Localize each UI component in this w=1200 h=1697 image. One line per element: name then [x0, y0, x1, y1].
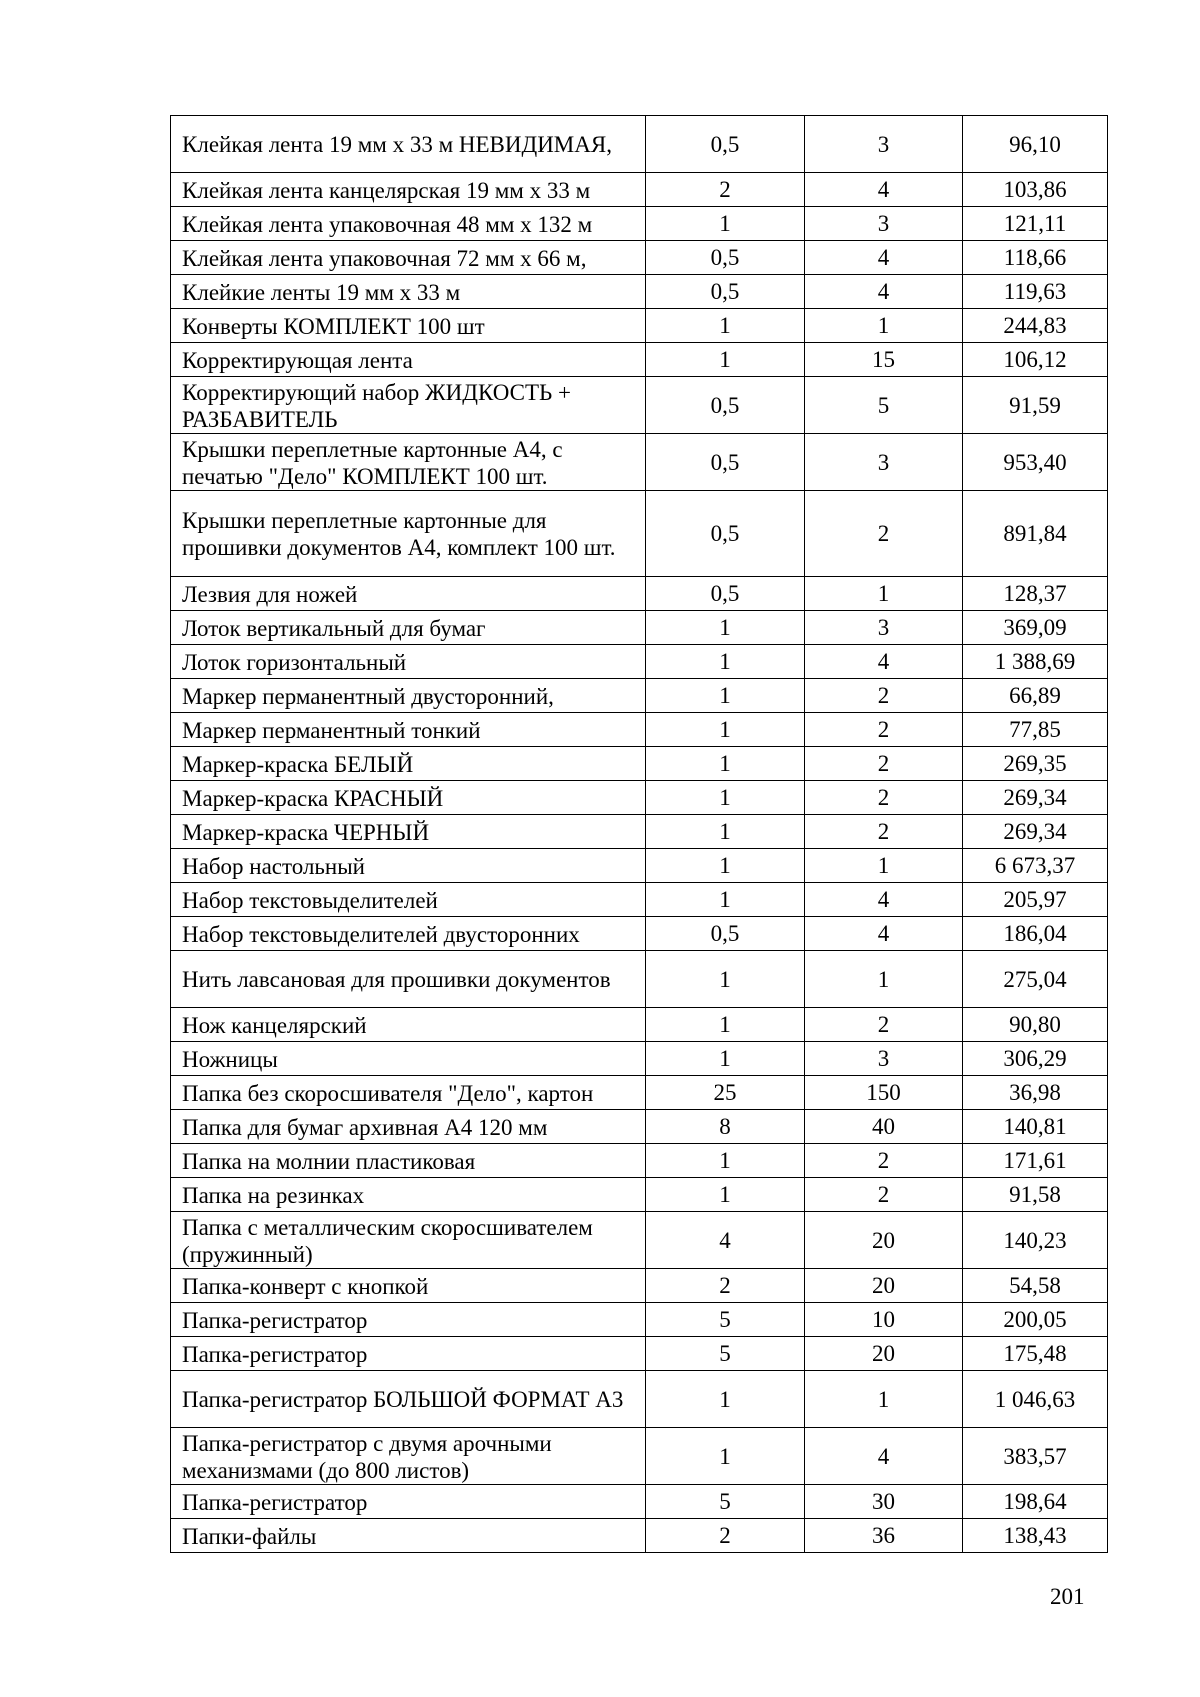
- supplies-table-body: [171, 116, 1108, 1553]
- price-cell: 91,58: [963, 1178, 1108, 1212]
- item-name-cell: Клейкая лента 19 мм х 33 м НЕВИДИМАЯ,: [171, 116, 646, 173]
- quantity-cell: 2: [646, 1269, 805, 1303]
- price-cell: 6 673,37: [963, 849, 1108, 883]
- item-name-cell: Папка-регистратор: [171, 1485, 646, 1519]
- table-row: [171, 1303, 1108, 1337]
- quantity-cell: 1: [646, 1008, 805, 1042]
- price-cell: 103,86: [963, 173, 1108, 207]
- amount-cell: 3: [805, 1042, 963, 1076]
- amount-cell: 1: [805, 309, 963, 343]
- price-cell: 205,97: [963, 883, 1108, 917]
- quantity-cell: 1: [646, 645, 805, 679]
- amount-cell: 20: [805, 1337, 963, 1371]
- item-name-cell: Крышки переплетные картонные А4, с печатью "Дело" КОМПЛЕКТ 100 шт.: [171, 434, 646, 491]
- item-name-cell: Клейкая лента упаковочная 72 мм х 66 м,: [171, 241, 646, 275]
- amount-cell: 2: [805, 679, 963, 713]
- amount-cell: 2: [805, 1008, 963, 1042]
- price-cell: 891,84: [963, 491, 1108, 577]
- item-name-cell: Лоток вертикальный для бумаг: [171, 611, 646, 645]
- table-row: [171, 1144, 1108, 1178]
- table-row: [171, 951, 1108, 1008]
- item-name-cell: Папка на молнии пластиковая: [171, 1144, 646, 1178]
- quantity-cell: 1: [646, 747, 805, 781]
- table-row: [171, 1519, 1108, 1553]
- quantity-cell: 0,5: [646, 377, 805, 434]
- amount-cell: 2: [805, 781, 963, 815]
- quantity-cell: 8: [646, 1110, 805, 1144]
- quantity-cell: 1: [646, 1371, 805, 1428]
- item-name-cell: Нож канцелярский: [171, 1008, 646, 1042]
- table-row: [171, 679, 1108, 713]
- amount-cell: 2: [805, 815, 963, 849]
- price-cell: 1 388,69: [963, 645, 1108, 679]
- item-name-cell: Папка-регистратор с двумя арочными механизмами (до 800 листов): [171, 1428, 646, 1485]
- quantity-cell: 1: [646, 679, 805, 713]
- item-name-cell: Маркер-краска БЕЛЫЙ: [171, 747, 646, 781]
- price-cell: 306,29: [963, 1042, 1108, 1076]
- table-row: [171, 1076, 1108, 1110]
- table-row: [171, 173, 1108, 207]
- price-cell: 200,05: [963, 1303, 1108, 1337]
- table-row: [171, 645, 1108, 679]
- quantity-cell: 5: [646, 1337, 805, 1371]
- item-name-cell: Папки-файлы: [171, 1519, 646, 1553]
- item-name-cell: Папка без скоросшивателя "Дело", картон: [171, 1076, 646, 1110]
- price-cell: 1 046,63: [963, 1371, 1108, 1428]
- table-row: [171, 241, 1108, 275]
- item-name-cell: Конверты КОМПЛЕКТ 100 шт: [171, 309, 646, 343]
- quantity-cell: 1: [646, 713, 805, 747]
- quantity-cell: 0,5: [646, 491, 805, 577]
- quantity-cell: 1: [646, 883, 805, 917]
- table-row: [171, 1269, 1108, 1303]
- table-row: [171, 1371, 1108, 1428]
- amount-cell: 4: [805, 1428, 963, 1485]
- item-name-cell: Корректирующий набор ЖИДКОСТЬ + РАЗБАВИТЕЛЬ: [171, 377, 646, 434]
- item-name-cell: Набор текстовыделителей: [171, 883, 646, 917]
- table-row: [171, 713, 1108, 747]
- table-row: [171, 207, 1108, 241]
- price-cell: 119,63: [963, 275, 1108, 309]
- price-cell: 383,57: [963, 1428, 1108, 1485]
- amount-cell: 3: [805, 434, 963, 491]
- table-row: [171, 917, 1108, 951]
- amount-cell: 150: [805, 1076, 963, 1110]
- price-cell: 198,64: [963, 1485, 1108, 1519]
- amount-cell: 1: [805, 951, 963, 1008]
- amount-cell: 3: [805, 116, 963, 173]
- price-cell: 106,12: [963, 343, 1108, 377]
- table-row: [171, 116, 1108, 173]
- amount-cell: 20: [805, 1212, 963, 1269]
- quantity-cell: 1: [646, 1042, 805, 1076]
- amount-cell: 20: [805, 1269, 963, 1303]
- amount-cell: 3: [805, 207, 963, 241]
- price-cell: 138,43: [963, 1519, 1108, 1553]
- price-cell: 77,85: [963, 713, 1108, 747]
- item-name-cell: Лоток горизонтальный: [171, 645, 646, 679]
- quantity-cell: 5: [646, 1485, 805, 1519]
- item-name-cell: Папка-регистратор: [171, 1303, 646, 1337]
- price-cell: 186,04: [963, 917, 1108, 951]
- item-name-cell: Маркер-краска КРАСНЫЙ: [171, 781, 646, 815]
- table-row: [171, 815, 1108, 849]
- quantity-cell: 0,5: [646, 577, 805, 611]
- item-name-cell: Лезвия для ножей: [171, 577, 646, 611]
- table-row: [171, 309, 1108, 343]
- quantity-cell: 0,5: [646, 241, 805, 275]
- amount-cell: 40: [805, 1110, 963, 1144]
- table-row: [171, 491, 1108, 577]
- amount-cell: 3: [805, 611, 963, 645]
- quantity-cell: 0,5: [646, 116, 805, 173]
- item-name-cell: Клейкая лента упаковочная 48 мм х 132 м: [171, 207, 646, 241]
- table-row: [171, 1042, 1108, 1076]
- quantity-cell: 1: [646, 1428, 805, 1485]
- price-cell: 96,10: [963, 116, 1108, 173]
- table-row: [171, 1428, 1108, 1485]
- price-cell: 128,37: [963, 577, 1108, 611]
- price-cell: 369,09: [963, 611, 1108, 645]
- amount-cell: 2: [805, 747, 963, 781]
- table-row: [171, 377, 1108, 434]
- quantity-cell: 1: [646, 849, 805, 883]
- price-cell: 275,04: [963, 951, 1108, 1008]
- item-name-cell: Маркер перманентный тонкий: [171, 713, 646, 747]
- amount-cell: 2: [805, 1178, 963, 1212]
- quantity-cell: 0,5: [646, 434, 805, 491]
- item-name-cell: Нить лавсановая для прошивки документов: [171, 951, 646, 1008]
- item-name-cell: Клейкая лента канцелярская 19 мм х 33 м: [171, 173, 646, 207]
- amount-cell: 1: [805, 577, 963, 611]
- price-cell: 118,66: [963, 241, 1108, 275]
- amount-cell: 4: [805, 241, 963, 275]
- amount-cell: 2: [805, 491, 963, 577]
- price-cell: 140,23: [963, 1212, 1108, 1269]
- quantity-cell: 1: [646, 309, 805, 343]
- item-name-cell: Крышки переплетные картонные для прошивки документов А4, комплект 100 шт.: [171, 491, 646, 577]
- item-name-cell: Папка с металлическим скоросшивателем (пружинный): [171, 1212, 646, 1269]
- quantity-cell: 1: [646, 1178, 805, 1212]
- price-cell: 90,80: [963, 1008, 1108, 1042]
- table-row: [171, 1178, 1108, 1212]
- amount-cell: 4: [805, 275, 963, 309]
- amount-cell: 2: [805, 713, 963, 747]
- table-row: [171, 434, 1108, 491]
- price-cell: 953,40: [963, 434, 1108, 491]
- quantity-cell: 25: [646, 1076, 805, 1110]
- quantity-cell: 2: [646, 173, 805, 207]
- amount-cell: 15: [805, 343, 963, 377]
- supplies-table: [170, 115, 1108, 1553]
- item-name-cell: Папка на резинках: [171, 1178, 646, 1212]
- quantity-cell: 2: [646, 1519, 805, 1553]
- quantity-cell: 1: [646, 1144, 805, 1178]
- quantity-cell: 1: [646, 207, 805, 241]
- price-cell: 244,83: [963, 309, 1108, 343]
- price-cell: 269,34: [963, 815, 1108, 849]
- amount-cell: 4: [805, 645, 963, 679]
- amount-cell: 36: [805, 1519, 963, 1553]
- price-cell: 36,98: [963, 1076, 1108, 1110]
- table-row: [171, 275, 1108, 309]
- item-name-cell: Папка-регистратор: [171, 1337, 646, 1371]
- amount-cell: 1: [805, 849, 963, 883]
- quantity-cell: 5: [646, 1303, 805, 1337]
- item-name-cell: Корректирующая лента: [171, 343, 646, 377]
- price-cell: 91,59: [963, 377, 1108, 434]
- table-row: [171, 781, 1108, 815]
- quantity-cell: 1: [646, 815, 805, 849]
- table-row: [171, 1337, 1108, 1371]
- amount-cell: 4: [805, 917, 963, 951]
- table-row: [171, 883, 1108, 917]
- item-name-cell: Маркер перманентный двусторонний,: [171, 679, 646, 713]
- price-cell: 121,11: [963, 207, 1108, 241]
- item-name-cell: Папка-регистратор БОЛЬШОЙ ФОРМАТ А3: [171, 1371, 646, 1428]
- price-cell: 54,58: [963, 1269, 1108, 1303]
- table-row: [171, 849, 1108, 883]
- item-name-cell: Ножницы: [171, 1042, 646, 1076]
- table-row: [171, 1212, 1108, 1269]
- item-name-cell: Клейкие ленты 19 мм х 33 м: [171, 275, 646, 309]
- table-row: [171, 1110, 1108, 1144]
- quantity-cell: 1: [646, 343, 805, 377]
- amount-cell: 10: [805, 1303, 963, 1337]
- item-name-cell: Маркер-краска ЧЕРНЫЙ: [171, 815, 646, 849]
- price-cell: 269,35: [963, 747, 1108, 781]
- quantity-cell: 0,5: [646, 917, 805, 951]
- quantity-cell: 1: [646, 611, 805, 645]
- quantity-cell: 1: [646, 951, 805, 1008]
- quantity-cell: 0,5: [646, 275, 805, 309]
- amount-cell: 30: [805, 1485, 963, 1519]
- price-cell: 140,81: [963, 1110, 1108, 1144]
- page-number: 201: [1050, 1584, 1085, 1609]
- table-row: [171, 1008, 1108, 1042]
- table-row: [171, 1485, 1108, 1519]
- table-row: [171, 577, 1108, 611]
- amount-cell: 1: [805, 1371, 963, 1428]
- amount-cell: 2: [805, 1144, 963, 1178]
- quantity-cell: 4: [646, 1212, 805, 1269]
- table-row: [171, 747, 1108, 781]
- amount-cell: 5: [805, 377, 963, 434]
- price-cell: 66,89: [963, 679, 1108, 713]
- item-name-cell: Набор настольный: [171, 849, 646, 883]
- table-row: [171, 343, 1108, 377]
- price-cell: 175,48: [963, 1337, 1108, 1371]
- amount-cell: 4: [805, 883, 963, 917]
- amount-cell: 4: [805, 173, 963, 207]
- price-cell: 171,61: [963, 1144, 1108, 1178]
- quantity-cell: 1: [646, 781, 805, 815]
- item-name-cell: Папка-конверт с кнопкой: [171, 1269, 646, 1303]
- item-name-cell: Папка для бумаг архивная А4 120 мм: [171, 1110, 646, 1144]
- price-cell: 269,34: [963, 781, 1108, 815]
- item-name-cell: Набор текстовыделителей двусторонних: [171, 917, 646, 951]
- table-row: [171, 611, 1108, 645]
